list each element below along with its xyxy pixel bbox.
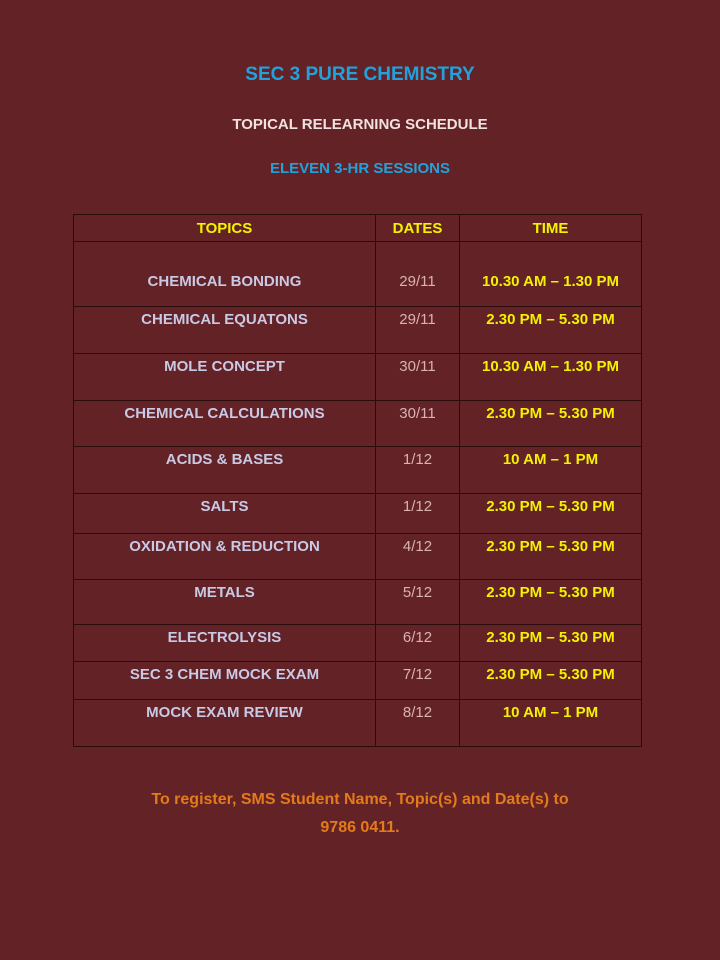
topic-cell: SEC 3 CHEM MOCK EXAM xyxy=(74,662,376,700)
time-cell: 10.30 AM – 1.30 PM xyxy=(460,354,642,401)
table-row xyxy=(74,494,642,534)
date-cell: 30/11 xyxy=(376,401,460,447)
topic-cell: METALS xyxy=(74,580,376,625)
schedule-subtitle: TOPICAL RELEARNING SCHEDULE xyxy=(232,116,488,133)
table-row xyxy=(74,700,642,747)
column-header-time: TIME xyxy=(460,215,642,242)
topic-cell: ELECTROLYSIS xyxy=(74,625,376,662)
table-row xyxy=(74,580,642,625)
date-cell: 4/12 xyxy=(376,534,460,580)
date-cell: 5/12 xyxy=(376,580,460,625)
time-cell: 2.30 PM – 5.30 PM xyxy=(460,494,642,534)
table-row xyxy=(74,401,642,447)
time-cell: 2.30 PM – 5.30 PM xyxy=(460,307,642,354)
topic-cell: MOCK EXAM REVIEW xyxy=(74,700,376,747)
date-cell: 6/12 xyxy=(376,625,460,662)
time-cell: 2.30 PM – 5.30 PM xyxy=(460,580,642,625)
date-cell: 29/11 xyxy=(376,307,460,354)
date-cell: 29/11 xyxy=(376,242,460,307)
topic-cell: CHEMICAL EQUATONS xyxy=(74,307,376,354)
time-cell: 2.30 PM – 5.30 PM xyxy=(460,401,642,447)
topic-cell: ACIDS & BASES xyxy=(74,447,376,494)
time-cell: 2.30 PM – 5.30 PM xyxy=(460,534,642,580)
date-cell: 1/12 xyxy=(376,447,460,494)
column-header-dates: DATES xyxy=(376,215,460,242)
column-header-topics: TOPICS xyxy=(74,215,376,242)
schedule-table xyxy=(73,214,642,747)
date-cell: 8/12 xyxy=(376,700,460,747)
topic-cell: MOLE CONCEPT xyxy=(74,354,376,401)
table-row xyxy=(74,307,642,354)
time-cell: 10 AM – 1 PM xyxy=(460,447,642,494)
time-cell: 10.30 AM – 1.30 PM xyxy=(460,242,642,307)
time-cell: 2.30 PM – 5.30 PM xyxy=(460,625,642,662)
date-cell: 7/12 xyxy=(376,662,460,700)
topic-cell: OXIDATION & REDUCTION xyxy=(74,534,376,580)
table-row xyxy=(74,242,642,307)
date-cell: 1/12 xyxy=(376,494,460,534)
sessions-label: ELEVEN 3-HR SESSIONS xyxy=(269,160,451,177)
time-cell: 10 AM – 1 PM xyxy=(460,700,642,747)
registration-instructions: To register, SMS Student Name, Topic(s) and Date(s) to xyxy=(151,791,569,808)
table-header-row xyxy=(74,215,642,242)
date-cell: 30/11 xyxy=(376,354,460,401)
topic-cell: CHEMICAL CALCULATIONS xyxy=(74,401,376,447)
table-row xyxy=(74,447,642,494)
table-row xyxy=(74,625,642,662)
topic-cell: CHEMICAL BONDING xyxy=(74,242,376,307)
registration-phone-number: 9786 0411. xyxy=(320,819,400,836)
table-row xyxy=(74,534,642,580)
table-row xyxy=(74,354,642,401)
time-cell: 2.30 PM – 5.30 PM xyxy=(460,662,642,700)
page-title: SEC 3 PURE CHEMISTRY xyxy=(245,64,475,85)
topic-cell: SALTS xyxy=(74,494,376,534)
table-row xyxy=(74,662,642,700)
